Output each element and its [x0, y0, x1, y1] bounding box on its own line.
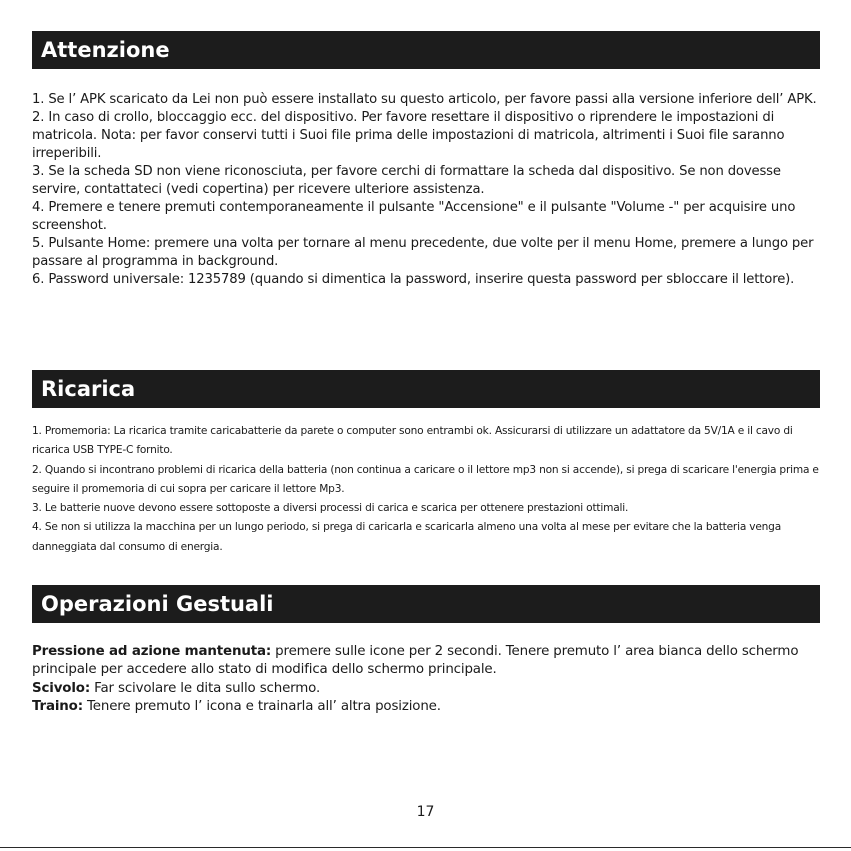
page-number: 17 [416, 804, 435, 820]
list-item: 2. In caso di crollo, bloccaggio ecc. del dispositivo. Per favore resettare il dispositivo o riprendere le impostazioni di matricola. Nota: per favor conservi tutti i Suoi file prima delle impostazioni di matricola, altrimenti i Suoi file saranno irreperibili. [32, 110, 785, 161]
list-item: 1. Se l’ APK scaricato da Lei non può essere installato su questo articolo, per favore passi alla versione inferiore dell’ APK. [32, 92, 817, 107]
section-heading-operazioni-gestuali [32, 585, 820, 623]
gesture-term: Scivolo: [32, 680, 91, 696]
ricarica-list [32, 422, 827, 557]
bottom-divider [0, 847, 851, 848]
gesture-term: Traino: [32, 698, 83, 714]
gesture-item [32, 698, 827, 716]
gesture-description: Far scivolare le dita sullo schermo. [90, 680, 321, 696]
list-item: 4. Premere e tenere premuti contemporaneamente il pulsante "Accensione" e il pulsante "Volume -" per acquisire uno screenshot. [32, 200, 796, 233]
gesture-term: Pressione ad azione mantenuta: [32, 644, 272, 659]
list-item: 3. Le batterie nuove devono essere sottoposte a diversi processi di carica e scarica per ottenere prestazioni ottimali. [32, 502, 629, 515]
gesture-item [32, 680, 827, 698]
section-heading-attenzione [32, 31, 820, 69]
gesture-description: Tenere premuto l’ icona e trainarla all’ altra posizione. [82, 698, 441, 714]
list-item: 1. Promemoria: La ricarica tramite caricabatterie da parete o computer sono entrambi ok. Assicurarsi di utilizzare un adattatore da 5V/1A e il cavo di ricarica USB TYPE-C fornito. [32, 425, 793, 457]
attenzione-list [32, 91, 827, 289]
list-item: 5. Pulsante Home: premere una volta per tornare al menu precedente, due volte per il menu Home, premere a lungo per passare al programma in background. [32, 236, 814, 269]
section-title: Operazioni Gestuali [41, 592, 274, 616]
list-item: 3. Se la scheda SD non viene riconosciuta, per favore cerchi di formattare la scheda dal dispositivo. Se non dovesse servire, contattateci (vedi copertina) per ricevere ulteriore assistenza. [32, 164, 781, 197]
list-item: 6. Password universale: 1235789 (quando si dimentica la password, inserire questa password per sbloccare il lettore). [32, 272, 795, 287]
gesture-description: premere sulle icone per 2 secondi. Tenere premuto l’ area bianca dello schermo principale per accedere allo stato di modifica dello schermo principale. [32, 644, 799, 678]
list-item: 4. Se non si utilizza la macchina per un lungo periodo, si prega di caricarla e scaricarla almeno una volta al mese per evitare che la batteria venga danneggiata dal consumo di energia. [32, 521, 781, 553]
section-heading-ricarica [32, 370, 820, 408]
gesture-list [32, 643, 827, 716]
section-title: Ricarica [41, 377, 136, 401]
section-title: Attenzione [41, 38, 170, 62]
gesture-item [32, 643, 827, 680]
list-item: 2. Quando si incontrano problemi di ricarica della batteria (non continua a caricare o il lettore mp3 non si accende), si prega di scaricare l'energia prima e seguire il promemoria di cui sopra per caricare il lettore Mp3. [32, 463, 819, 495]
